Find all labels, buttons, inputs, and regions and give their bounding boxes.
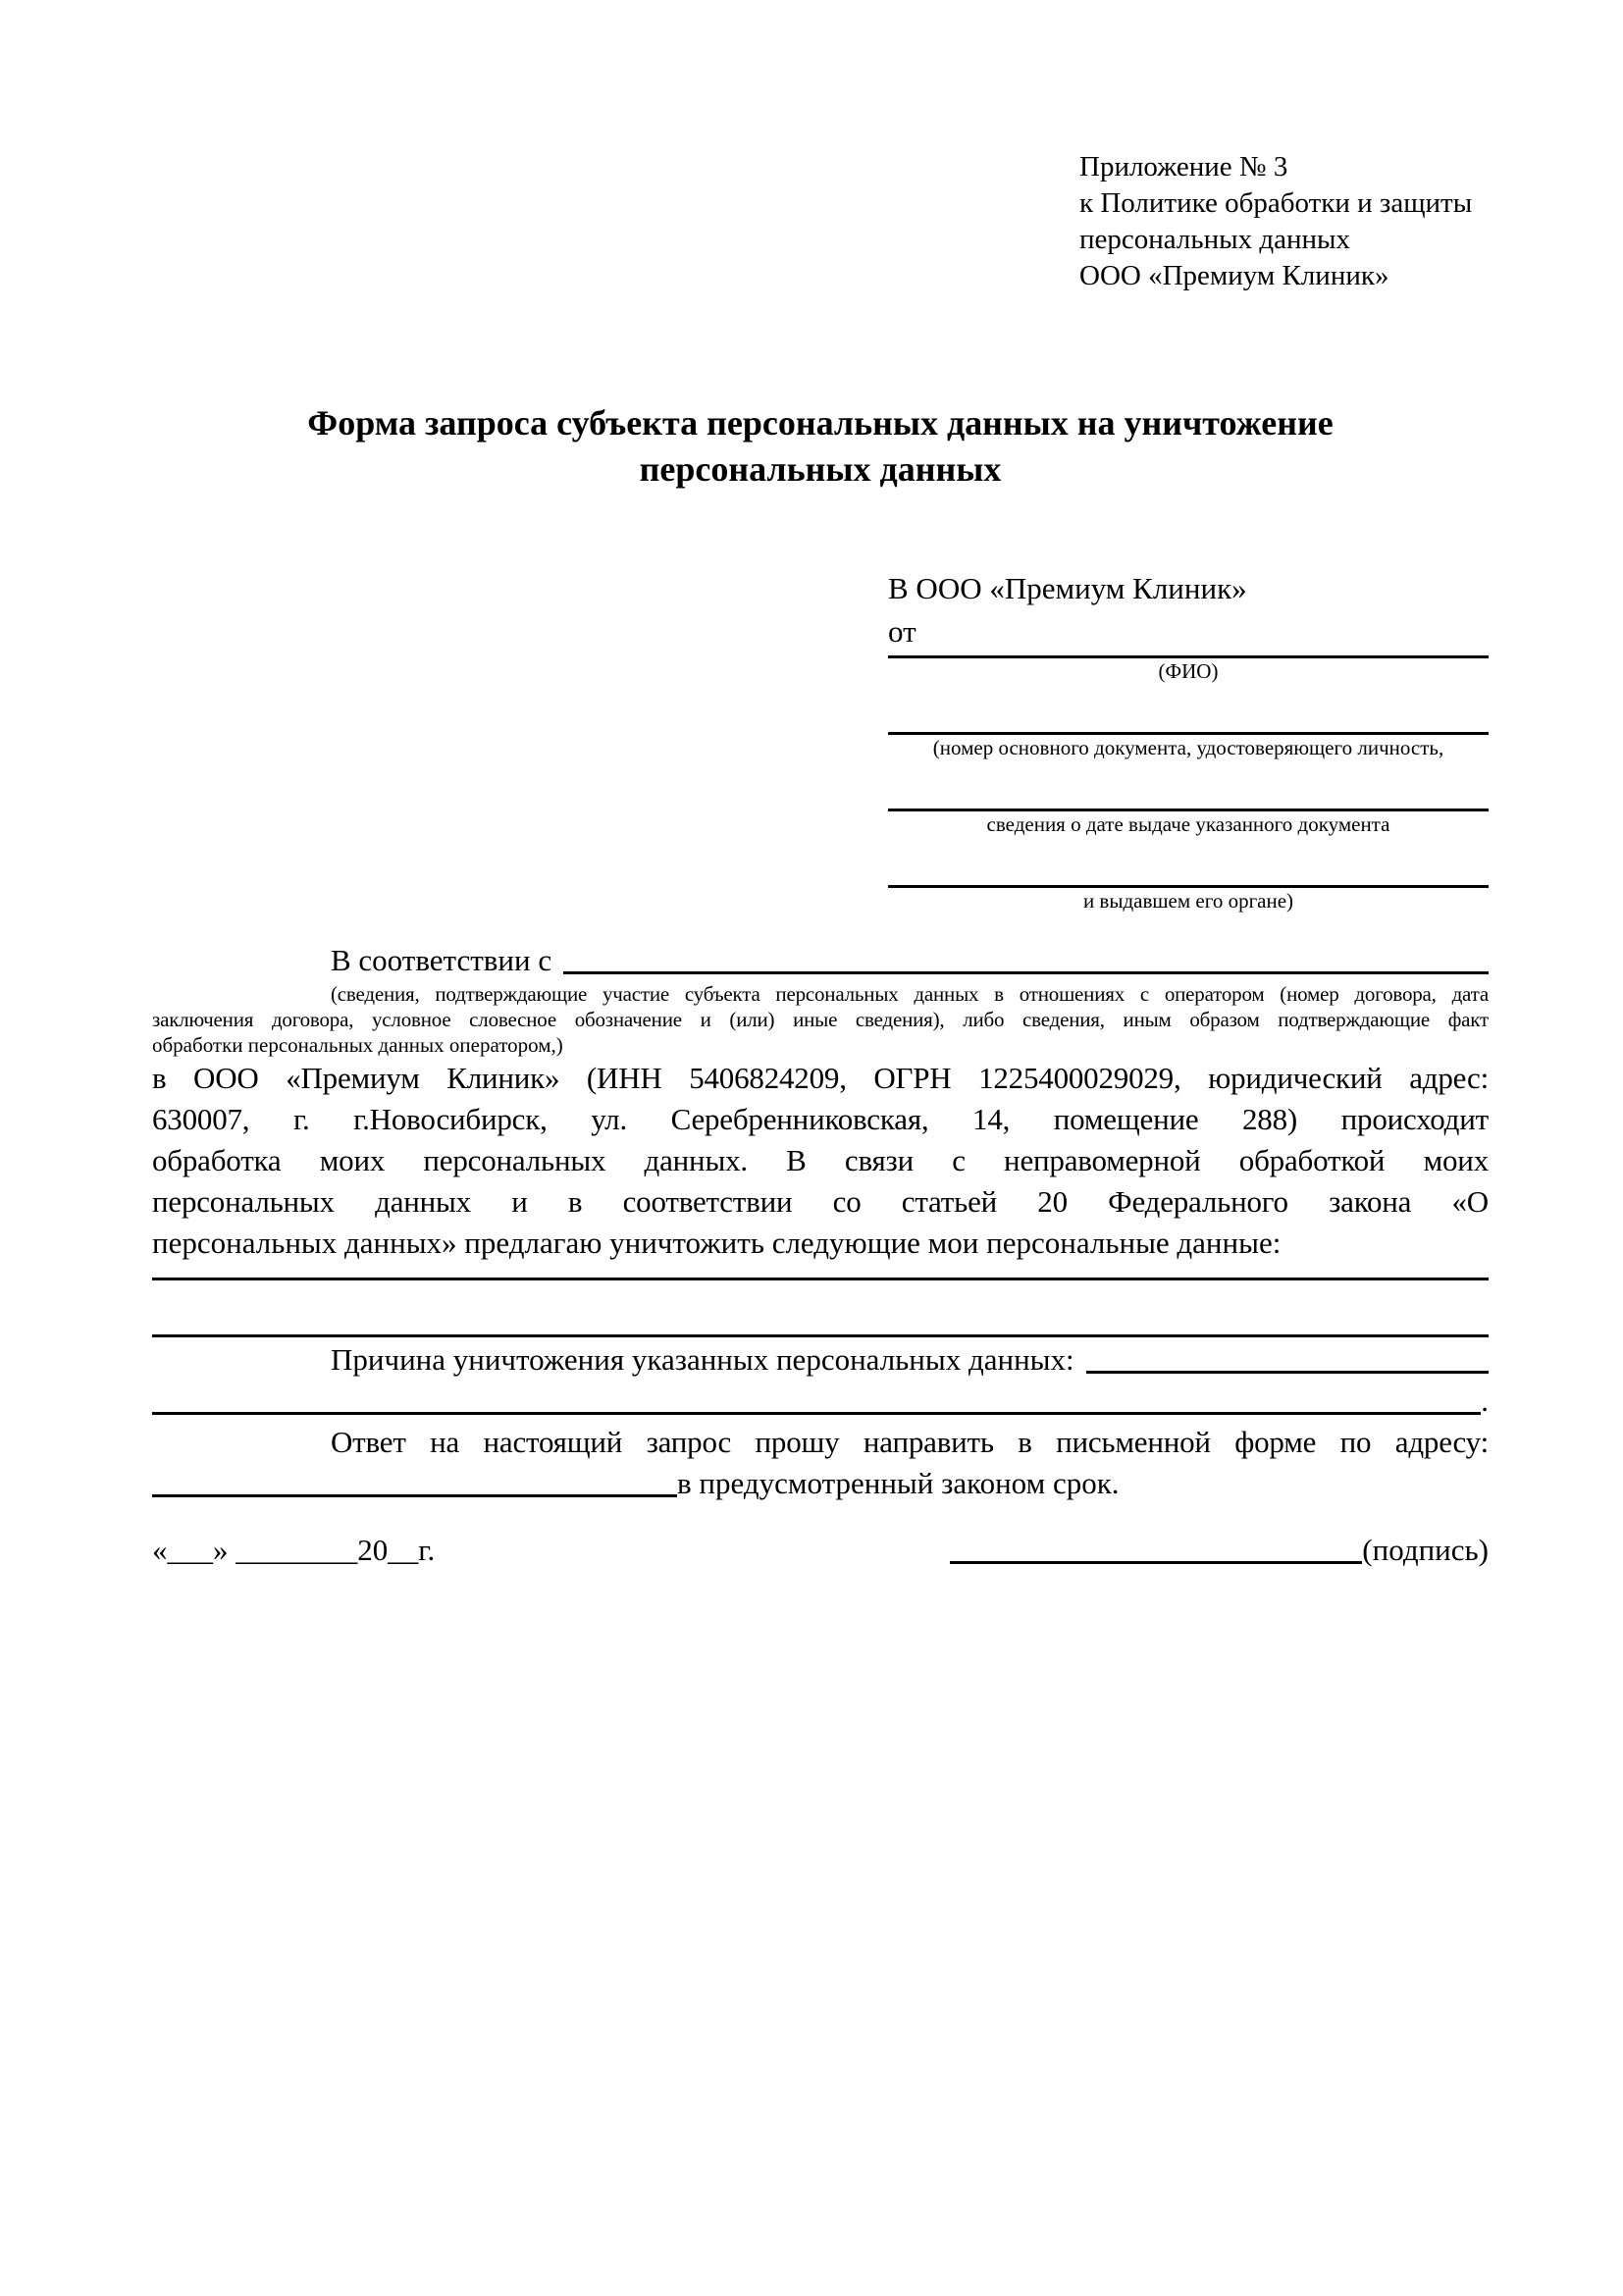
reason-continuation-row <box>152 1381 1489 1422</box>
appendix-line-2: к Политике обработки и защиты <box>1079 187 1473 219</box>
document-issuer-caption: и выдавшем его органе) <box>1082 889 1294 913</box>
address-row <box>152 1463 1489 1504</box>
main-paragraph <box>152 1058 1489 1264</box>
addressee-from-label: от <box>888 614 916 649</box>
signature-blank-field[interactable] <box>950 1561 1362 1564</box>
answer-request-line: Ответ на настоящий запрос прошу направить в письменной форме по адресу: <box>331 1425 1489 1459</box>
answer-suffix: в предусмотренный законом срок. <box>677 1466 1120 1500</box>
paragraph-line-4: персональных данных и в соответствии со статьей 20 Федерального закона «О <box>152 1184 1489 1219</box>
page-title <box>152 400 1489 493</box>
reason-blank-field-2[interactable] <box>152 1412 1481 1415</box>
reason-row <box>152 1339 1489 1381</box>
address-blank-field[interactable] <box>152 1494 677 1497</box>
page-title-line-2: персональных данных <box>639 449 1002 489</box>
accordance-footnote <box>152 981 1489 1058</box>
accordance-row <box>152 940 1489 981</box>
paragraph-line-3: обработка моих персональных данных. В связи с неправомерной обработкой моих <box>152 1143 1489 1177</box>
reason-label: Причина уничтожения указанных персональных данных: <box>331 1342 1074 1377</box>
personal-data-blank-field-1[interactable] <box>152 1278 1489 1280</box>
fio-caption: (ФИО) <box>1158 659 1219 683</box>
footnote-line-2: заключения договора, условное словесное обозначение и (или) иные сведения), либо сведения, иным образом подтверждающие факт <box>152 1008 1489 1031</box>
page-title-line-1: Форма запроса субъекта персональных данных на уничтожение <box>307 403 1334 443</box>
paragraph-line-1: в ООО «Премиум Клиник» (ИНН 5406824209, ОГРН 1225400029029, юридический адрес: <box>152 1061 1489 1095</box>
footnote-line-1: (сведения, подтверждающие участие субъекта персональных данных в отношениях с оператором (номер договора, дата <box>331 982 1489 1006</box>
reason-blank-field[interactable] <box>1086 1371 1489 1374</box>
footnote-line-3: обработки персональных данных оператором,) <box>152 1033 563 1057</box>
paragraph-line-2: 630007, г. г.Новосибирск, ул. Серебренниковская, 14, помещение 288) происходит <box>152 1102 1489 1136</box>
signature-caption: (подпись) <box>1362 1533 1489 1567</box>
appendix-header <box>1079 149 1472 294</box>
document-number-caption: (номер основного документа, удостоверяющего личность, <box>932 736 1444 759</box>
appendix-line-3: персональных данных <box>1079 224 1351 255</box>
document-issue-date-caption: сведения о дате выдаче указанного документа <box>986 812 1390 836</box>
date-blank-line[interactable]: «___» ________20__г. <box>152 1533 436 1567</box>
paragraph-line-5: персональных данных» предлагаю уничтожить следующие мои персональные данные: <box>152 1226 1282 1260</box>
personal-data-blank-field-2[interactable] <box>152 1334 1489 1337</box>
reason-period: . <box>1481 1383 1489 1418</box>
accordance-label: В соответствии с <box>331 943 552 977</box>
signature-group <box>950 1530 1489 1571</box>
body-section <box>152 940 1489 1571</box>
addressee-to: В ООО «Премиум Клиник» <box>888 571 1247 605</box>
accordance-blank-field[interactable] <box>563 971 1489 974</box>
appendix-line-4: ООО «Премиум Клиник» <box>1079 260 1389 291</box>
appendix-line-1: Приложение № 3 <box>1079 151 1288 183</box>
date-signature-row <box>152 1530 1489 1571</box>
addressee-block <box>888 567 1489 913</box>
